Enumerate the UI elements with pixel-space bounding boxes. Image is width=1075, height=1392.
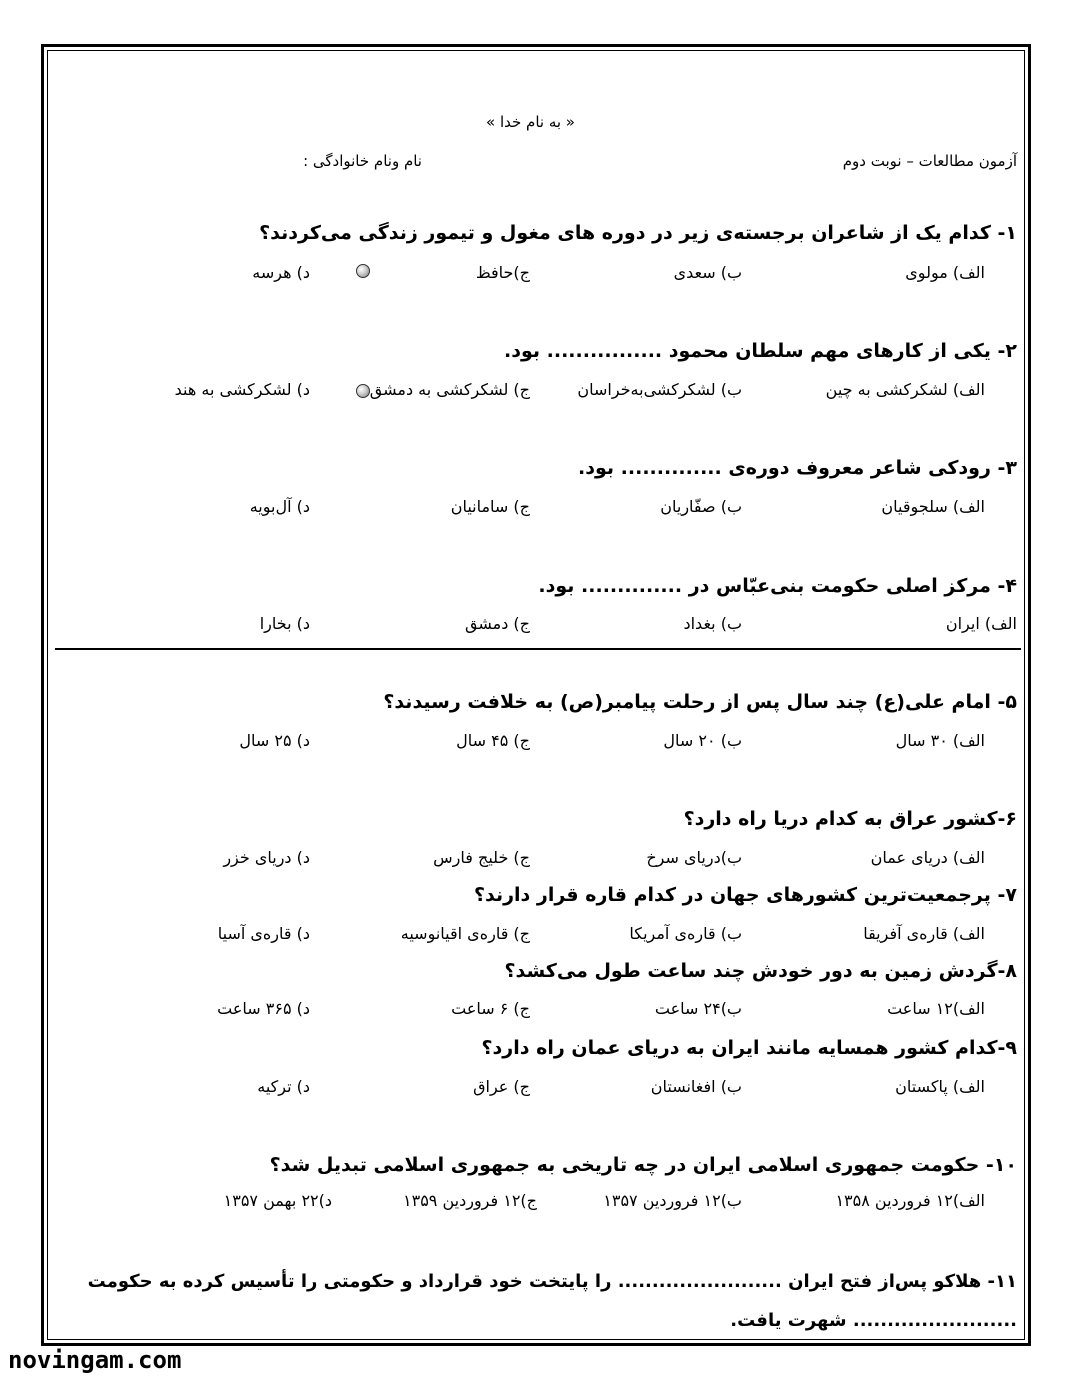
q5-option-d: د) ۲۵ سال: [239, 731, 310, 750]
question-1: ۱- کدام یک از شاعران برجسته‌ی زیر در دوره های مغول و تیمور زندگی می‌کردند؟: [259, 222, 1017, 244]
q7-option-c: ج) قاره‌ی اقیانوسیه: [400, 924, 530, 943]
q10-option-b: ب)۱۲ فروردین ۱۳۵۷: [603, 1191, 742, 1210]
q7-option-a: الف) قاره‌ی آفریقا: [863, 924, 985, 943]
q6-option-c: ج) خلیج فارس: [433, 848, 530, 867]
section-divider: [55, 648, 1021, 650]
q1-radio-button[interactable]: [356, 264, 370, 278]
q6-option-d: د) دریای خزر: [223, 848, 310, 867]
q7-option-b: ب) قاره‌ی آمریکا: [629, 924, 742, 943]
q1-option-b: ب) سعدی: [673, 263, 742, 282]
q2-option-d: د) لشکرکشی به هند: [174, 380, 310, 399]
q7-option-d: د) قاره‌ی آسیا: [217, 924, 310, 943]
q2-option-b: ب) لشکرکشی‌به‌خراسان: [577, 380, 742, 399]
site-watermark: novingam.com: [8, 1346, 182, 1374]
q9-option-d: د) ترکیه: [257, 1077, 310, 1096]
q10-option-c: ج)۱۲ فروردین ۱۳۵۹: [403, 1191, 537, 1210]
q8-option-b: ب)۲۴ ساعت: [654, 999, 742, 1018]
q4-option-b: ب) بغداد: [683, 614, 742, 633]
q1-option-c: ج)حافظ: [475, 263, 530, 282]
question-2: ۲- یکی از کارهای مهم سلطان محمود ................ بود.: [504, 340, 1017, 362]
q8-option-a: الف)۱۲ ساعت: [887, 999, 985, 1018]
q4-option-a: الف) ایران: [945, 614, 1017, 633]
q10-option-d: د)۲۲ بهمن ۱۳۵۷: [223, 1191, 332, 1210]
q2-option-a: الف) لشکرکشی به چین: [825, 380, 985, 399]
question-9: ۹-کدام کشور همسایه مانند ایران به دریای عمان راه دارد؟: [481, 1037, 1017, 1059]
q5-option-b: ب) ۲۰ سال: [663, 731, 742, 750]
q1-option-a: الف) مولوی: [905, 263, 985, 282]
q9-option-a: الف) پاکستان: [895, 1077, 985, 1096]
question-3: ۳- رودکی شاعر معروف دوره‌ی .............. بود.: [578, 457, 1017, 479]
q1-option-d: د) هرسه: [252, 263, 310, 282]
q6-option-a: الف) دریای عمان: [870, 848, 985, 867]
question-7: ۷- پرجمعیت‌ترین کشورهای جهان در کدام قاره قرار دارند؟: [473, 884, 1017, 906]
q5-option-a: الف) ۳۰ سال: [895, 731, 985, 750]
q3-option-c: ج) سامانیان: [450, 497, 530, 516]
name-label: نام ونام خانوادگی :: [303, 152, 422, 170]
q2-radio-button[interactable]: [356, 384, 370, 398]
q3-option-a: الف) سلجوقیان: [881, 497, 985, 516]
question-6: ۶-کشور عراق به کدام دریا راه دارد؟: [683, 808, 1017, 830]
q9-option-b: ب) افغانستان: [650, 1077, 742, 1096]
q4-option-c: ج) دمشق: [465, 614, 530, 633]
question-10: ۱۰- حکومت جمهوری اسلامی ایران در چه تاریخی به جمهوری اسلامی تبدیل شد؟: [269, 1154, 1017, 1176]
bismillah: « به نام خدا »: [486, 113, 575, 131]
q4-option-d: د) بخارا: [259, 614, 310, 633]
q3-option-b: ب) صفّاریان: [660, 497, 742, 516]
exam-title: آزمون مطالعات – نوبت دوم: [842, 152, 1017, 170]
question-8: ۸-گردش زمین به دور خودش چند ساعت طول می‌کشد؟: [504, 960, 1017, 982]
question-4: ۴- مرکز اصلی حکومت بنی‌عبّاس در .............. بود.: [538, 575, 1017, 597]
q3-option-d: د) آل‌بویه: [249, 497, 310, 516]
q5-option-c: ج) ۴۵ سال: [456, 731, 530, 750]
q8-option-c: ج) ۶ ساعت: [451, 999, 530, 1018]
q6-option-b: ب)دریای سرخ: [646, 848, 742, 867]
question-11-line-2: ........................ شهرت یافت.: [730, 1310, 1017, 1331]
q10-option-a: الف)۱۲ فروردین ۱۳۵۸: [835, 1191, 985, 1210]
question-5: ۵- امام علی(ع) چند سال پس از رحلت پیامبر(ص) به خلافت رسیدند؟: [383, 691, 1017, 713]
q9-option-c: ج) عراق: [473, 1077, 530, 1096]
question-11-line-1: ۱۱- هلاکو پس‌از فتح ایران ........................ را پایتخت خود قرارداد و حکومتی را تأسیس کرده به حکومت: [87, 1271, 1017, 1292]
q2-option-c: ج) لشکرکشی به دمشق: [369, 380, 530, 399]
q8-option-d: د) ۳۶۵ ساعت: [217, 999, 310, 1018]
